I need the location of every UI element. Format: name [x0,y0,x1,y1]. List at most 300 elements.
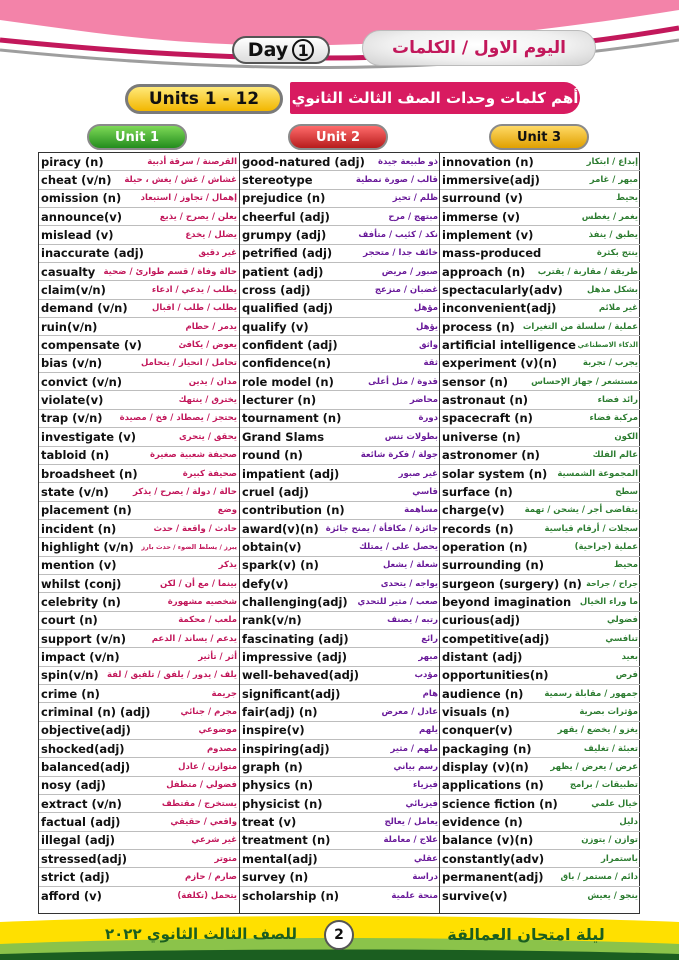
arabic-meaning: حالة وفاة / قسم طوارئ / ضحية [103,266,237,277]
english-word: operation (n) [442,539,528,554]
english-word: mental(adj) [242,851,318,866]
english-word: state (v/n) [41,484,109,499]
english-word: announce(v) [41,209,123,224]
arabic-meaning: غضبان / منزعج [374,285,438,296]
unit3-header: Unit 3 [489,124,589,150]
english-word: bias (v/n) [41,356,103,371]
english-word: permanent(adj) [442,870,544,885]
english-word: spacecraft (n) [442,411,533,426]
vocab-row [240,557,440,575]
vocab-row [240,391,440,409]
english-word: incident (n) [41,521,117,536]
arabic-meaning: صحيفة كبيرة [182,468,237,479]
vocab-row [39,722,239,740]
vocab-row [440,336,640,354]
english-word: inspire(v) [242,723,305,738]
english-word: round (n) [242,448,303,463]
vocab-row [440,171,640,189]
arabic-meaning: مصدوم [206,743,237,754]
vocab-row [240,520,440,538]
english-word: mass-produced [442,246,542,261]
english-word: casualty [41,264,96,279]
vocab-row [240,300,440,318]
vocab-row [39,520,239,538]
arabic-meaning: إهمال / تجاوز / استبعاد [140,193,237,204]
vocab-row [440,593,640,611]
arabic-meaning: فيزيائي [405,798,438,809]
english-word: distant (adj) [442,649,523,664]
vocab-row [440,245,640,263]
vocab-row [39,758,239,776]
arabic-meaning: مدان / يدين [188,376,237,387]
vocab-row [39,245,239,263]
vocab-row [240,538,440,556]
arabic-meaning: يلف / يدور / يلفق / تلفيق / لفة [107,670,237,681]
english-word: inspiring(adj) [242,741,330,756]
vocab-row [240,190,440,208]
vocab-row [240,355,440,373]
vocab-row [440,868,640,886]
english-word: audience (n) [442,686,524,701]
arabic-meaning: دائم / مستمر / باق [560,872,638,883]
english-word: cruel (adj) [242,484,309,499]
unit1-header: Unit 1 [87,124,187,150]
english-word: afford (v) [41,888,102,903]
english-word: impressive (adj) [242,649,348,664]
arabic-meaning: يحقق / يتحرى [179,431,237,442]
english-word: applications (n) [442,778,544,793]
vocab-row [39,887,239,905]
vocab-row [240,318,440,336]
vocab-row [240,373,440,391]
arabic-meaning: يطلب / طلب / اقبال [152,303,237,314]
arabic-meaning: يستخرج / مقتطف [161,798,237,809]
arabic-meaning: تعبئة / تغليف [583,743,638,754]
vocab-row [440,887,640,905]
arabic-meaning: بعيد [621,651,638,662]
arabic-meaning: يدعم / يساند / الدعم [151,633,237,644]
english-word: crime (n) [41,686,100,701]
arabic-meaning: عملية (جراحية) [574,541,638,552]
vocab-row [39,373,239,391]
arabic-meaning: مبهر [418,651,438,662]
arabic-meaning: رائع [421,633,438,644]
arabic-meaning: ذو طبيعة جيدة [378,156,438,167]
english-word: cheat (v/n) [41,173,112,188]
english-word: impact (v/n) [41,649,120,664]
footer-series-text: ليلة امتحان العمالقة [447,924,605,944]
english-word: surrounding (n) [442,558,544,573]
english-word: good-natured (adj) [242,154,365,169]
unit2-column [239,153,440,913]
arabic-meaning: يدمر / حطام [185,321,237,332]
english-word: records (n) [442,521,514,536]
arabic-meaning: يطبق / ينفذ [588,230,638,241]
arabic-meaning: عالم الفلك [592,450,638,461]
arabic-meaning: بشكل مذهل [587,285,638,296]
vocab-row [39,832,239,850]
vocab-row [440,391,640,409]
english-word: surround (v) [442,191,523,206]
english-word: survive(v) [442,888,508,903]
vocab-row [39,557,239,575]
english-word: criminal (n) (adj) [41,704,151,719]
vocab-row [39,318,239,336]
arabic-meaning: غشاش / غش / يغش ، حيلة [124,175,237,186]
unit1-column [39,153,239,913]
arabic-meaning: جولة / فكرة شائعة [360,450,438,461]
vocab-row [39,391,239,409]
arabic-meaning: تطبيقات / برامج [569,780,638,791]
arabic-meaning: ثقة [423,358,438,369]
arabic-meaning: نكد / كئيب / متأفف [358,230,438,241]
vocab-row [240,226,440,244]
english-word: well-behaved(adj) [242,668,360,683]
arabic-meaning: يغمر / يغطس [581,211,638,222]
english-word: scholarship (n) [242,888,340,903]
vocab-row [440,410,640,428]
vocab-row [440,667,640,685]
vocab-row [440,300,640,318]
vocab-row [240,667,440,685]
vocab-row [240,483,440,501]
vocab-row [39,850,239,868]
english-word: strict (adj) [41,870,110,885]
english-word: illegal (adj) [41,833,116,848]
arabic-meaning: فيزياء [412,780,438,791]
english-word: sensor (n) [442,374,508,389]
vocab-row [440,318,640,336]
english-word: tournament (n) [242,411,342,426]
vocab-row [240,410,440,428]
arabic-meaning: مبتهج / مرح [388,211,438,222]
arabic-meaning: جريمة [211,688,237,699]
arabic-meaning: يعامل / يعالج [384,817,438,828]
english-word: immerse (v) [442,209,521,224]
arabic-meaning: يتقاضى أجر / يشحن / تهمة [524,505,638,516]
arabic-meaning: يغزو / يخضع / يقهر [557,725,638,736]
arabic-meaning: شعلة / يشعل [382,560,438,571]
vocab-row [440,813,640,831]
day-label: Day [247,39,289,61]
english-word: mention (v) [41,558,117,573]
arabic-meaning: يتحمل (تكلفة) [177,890,237,901]
english-word: claim(v/n) [41,283,106,298]
arabic-meaning: رتبه / يصنف [387,615,438,626]
english-word: survey (n) [242,870,309,885]
english-word: cheerful (adj) [242,209,330,224]
arabic-meaning: عملية / سلسلة من التغيرات [522,321,638,332]
arabic-meaning: توازن / يتوزن [581,835,638,846]
vocab-row [240,593,440,611]
arabic-meaning: يجرب / تجربة [582,358,638,369]
english-word: grumpy (adj) [242,228,327,243]
english-word: astronomer (n) [442,448,540,463]
vocab-row [440,355,640,373]
english-word: balance (v)(n) [442,833,534,848]
vocab-row [240,832,440,850]
arabic-meaning: رائد فضاء [597,395,638,406]
vocab-row [440,777,640,795]
english-word: qualify (v) [242,319,309,334]
english-word: process (n) [442,319,515,334]
vocab-row [39,153,239,171]
english-word: piracy (n) [41,154,104,169]
arabic-meaning: تحامل / انحياز / يتحامل [140,358,237,369]
arabic-meaning: هام [422,688,438,699]
vocab-row [440,263,640,281]
english-word: confident (adj) [242,338,338,353]
english-word: spin(v/n) [41,668,99,683]
english-word: spark(v) (n) [242,558,319,573]
english-word: constantly(adv) [442,851,545,866]
english-word: placement (n) [41,503,132,518]
arabic-meaning: المجموعة الشمسية [557,468,638,479]
english-word: implement (v) [442,228,534,243]
vocab-row [240,648,440,666]
english-word: inaccurate (adj) [41,246,144,261]
english-word: violate(v) [41,393,104,408]
vocab-row [39,281,239,299]
english-word: objective(adj) [41,723,131,738]
arabic-meaning: مؤدب [414,670,438,681]
english-word: demand (v/n) [41,301,128,316]
arabic-meaning: سجلات / أرقام قياسية [544,523,638,534]
arabic-meaning: يعوض / يكافئ [178,340,237,351]
vocab-row [39,685,239,703]
english-word: beyond imagination [442,594,572,609]
english-word: evidence (n) [442,815,523,830]
english-word: court (n) [41,613,98,628]
vocab-row [440,520,640,538]
units-banner: Units 1 - 12 [125,84,283,114]
vocab-row [39,813,239,831]
english-word: cross (adj) [242,283,311,298]
arabic-meaning: مجرم / جنائي [180,706,237,717]
vocab-row [440,722,640,740]
day-number: 1 [292,39,314,61]
vocab-row [440,428,640,446]
arabic-meaning: منحة علمية [391,890,438,901]
vocab-row [440,575,640,593]
english-word: treat (v) [242,815,297,830]
vocab-row [39,593,239,611]
arabic-meaning: ينجو / يعيش [587,890,638,901]
vocab-row [39,740,239,758]
english-word: prejudice (n) [242,191,326,206]
arabic-meaning: متوتر [214,853,237,864]
arabic-meaning: محيط [614,560,638,571]
vocab-row [240,263,440,281]
vocab-row [39,190,239,208]
english-word: lecturer (n) [242,393,317,408]
english-word: packaging (n) [442,741,532,756]
vocab-row [440,850,640,868]
vocab-row [240,245,440,263]
english-word: balanced(adj) [41,760,131,775]
english-word: award(v)(n) [242,521,319,536]
arabic-meaning: مركبة فضاء [589,413,638,424]
arabic-meaning: عرض / يعرض / يظهر [550,762,638,773]
vocab-row [440,153,640,171]
arabic-meaning: طريقة / مقاربة / يقترب [537,266,638,277]
english-word: innovation (n) [442,154,534,169]
arabic-meaning: وضع [217,505,237,516]
english-word: experiment (v)(n) [442,356,558,371]
vocabulary-table [38,152,640,914]
vocab-row [440,557,640,575]
english-word: trap (v/n) [41,411,103,426]
vocab-row [440,685,640,703]
arabic-meaning: جراح / جراحة [586,579,638,589]
arabic-meaning: حالة / دولة / يصرح / يذكر [132,486,237,497]
arabic-meaning: الذكاء الاصطناعي [577,341,638,350]
arabic-meaning: متوازن / عادل [178,762,237,773]
english-word: investigate (v) [41,429,137,444]
vocab-row [240,685,440,703]
arabic-meaning: يعلن / يصرح / يذيع [159,211,237,222]
english-word: confidence(n) [242,356,331,371]
vocab-row [39,612,239,630]
arabic-meaning: موضوعي [198,725,237,736]
english-word: surface (n) [442,484,513,499]
vocab-row [39,226,239,244]
vocab-row [240,575,440,593]
arabic-meaning: ينتج بكثرة [596,248,638,259]
arabic-meaning: يؤهل [415,321,438,332]
arabic-meaning: بطولات تنس [384,431,438,442]
vocab-row [440,226,640,244]
vocab-row [39,171,239,189]
english-word: petrified (adj) [242,246,333,261]
english-word: factual (adj) [41,815,121,830]
vocab-row [240,428,440,446]
arabic-meaning: ملعب / محكمة [178,615,237,626]
arabic-meaning: صحيفة شعبية صغيرة [149,450,237,461]
vocab-row [440,758,640,776]
arabic-meaning: دراسة [412,872,438,883]
vocab-row [39,502,239,520]
english-word: highlight (v/n) [41,539,134,554]
arabic-meaning: غير دقيق [198,248,237,259]
arabic-meaning: مستشعر / جهاز الإحساس [531,376,638,387]
english-word: convict (v/n) [41,374,123,389]
arabic-meaning: مؤثرات بصرية [579,706,638,717]
arabic-meaning: يواجه / يتحدى [380,578,438,589]
arabic-meaning: فضولي [606,615,638,626]
english-word: tabloid (n) [41,448,110,463]
english-word: nosy (adj) [41,778,106,793]
vocab-row [39,428,239,446]
arabic-meaning: تنافسي [605,633,638,644]
vocab-row [240,887,440,905]
english-word: immersive(adj) [442,173,540,188]
vocab-row [240,171,440,189]
arabic-meaning: ما وراء الخيال [579,596,638,607]
day-badge [232,36,330,64]
vocab-row [240,868,440,886]
vocab-row [440,795,640,813]
words-title: أهم كلمات وحدات الصف الثالث الثانوي [290,82,580,114]
english-word: patient (adj) [242,264,324,279]
arabic-meaning: فضولي / متطفل [166,780,237,791]
english-word: contribution (n) [242,503,345,518]
english-word: display (v)(n) [442,760,529,775]
english-word: astronaut (n) [442,393,529,408]
vocab-row [39,575,239,593]
day-title: اليوم الاول / الكلمات [362,30,596,66]
arabic-meaning: صارم / حازم [185,872,237,883]
english-word: fair(adj) (n) [242,704,318,719]
english-word: solar system (n) [442,466,548,481]
arabic-meaning: غير صبور [398,468,438,479]
english-word: inconvenient(adj) [442,301,557,316]
vocab-row [440,281,640,299]
english-word: support (v/n) [41,631,126,646]
arabic-meaning: جمهور / مقابلة رسمية [544,688,638,699]
vocab-row [440,373,640,391]
english-word: defy(v) [242,576,289,591]
vocab-row [39,483,239,501]
english-word: celebrity (n) [41,594,121,609]
arabic-meaning: قاسي [412,486,438,497]
english-word: challenging(adj) [242,594,348,609]
vocab-row [240,153,440,171]
arabic-meaning: دورة [418,413,438,424]
vocab-row [440,740,640,758]
vocab-row [240,465,440,483]
vocab-row [440,190,640,208]
arabic-meaning: شخصيه مشهورة [167,596,237,607]
arabic-meaning: صبور / مريض [381,266,438,277]
arabic-meaning: غير ملائم [598,303,638,314]
arabic-meaning: علاج / معاملة [383,835,438,846]
english-word: whilst (conj) [41,576,122,591]
english-word: approach (n) [442,264,526,279]
english-word: conquer(v) [442,723,513,738]
arabic-meaning: ظلم / تحيز [392,193,438,204]
vocab-row [240,740,440,758]
vocab-row [39,410,239,428]
arabic-meaning: واقعي / حقيقي [170,817,237,828]
english-word: broadsheet (n) [41,466,138,481]
vocab-row [240,722,440,740]
arabic-meaning: يخترق / ينتهك [178,395,237,406]
arabic-meaning: مبهر / غامر [589,175,638,186]
english-word: rank(v/n) [242,613,302,628]
english-word: surgeon (surgery) (n) [442,576,582,591]
vocab-row [440,538,640,556]
arabic-meaning: فرص [615,670,638,681]
arabic-meaning: صعب / مثير للتحدي [357,596,438,607]
vocab-row [39,630,239,648]
english-word: graph (n) [242,760,303,775]
english-word: role model (n) [242,374,334,389]
vocab-row [240,850,440,868]
english-word: obtain(v) [242,539,302,554]
vocab-row [240,758,440,776]
arabic-meaning: يلهم [419,725,438,736]
arabic-meaning: عقلي [414,853,438,864]
english-word: Grand Slams [242,429,325,444]
arabic-meaning: يذكر [218,560,237,571]
arabic-meaning: حادث / واقعة / حدث [153,523,237,534]
vocab-row [440,648,640,666]
arabic-meaning: باستمرار [600,853,638,864]
arabic-meaning: محاضر [409,395,438,406]
english-word: treatment (n) [242,833,331,848]
vocab-row [240,612,440,630]
